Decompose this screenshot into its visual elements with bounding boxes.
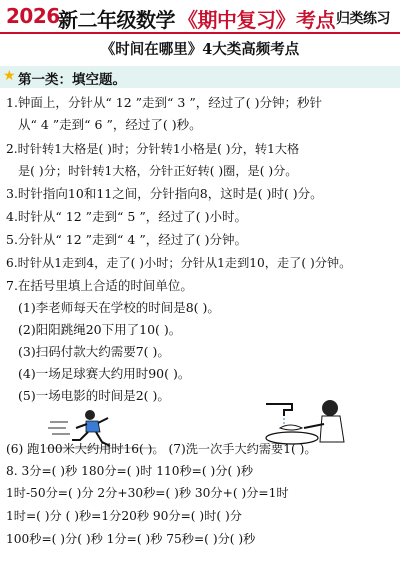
question-line: 1.钟面上，分针从“ 12 ”走到“ 3 ”，经过了( )分钟；秒针 — [6, 95, 322, 110]
sub-question: (2)阳阳跳绳20下用了10( )。 — [18, 322, 182, 337]
question-line: 从“ 4 ”走到“ 6 ”，经过了( )秒。 — [18, 117, 202, 132]
sub-question: (5)一场电影的时间是2( )。 — [18, 388, 170, 403]
question-line: 5.分针从“ 12 ”走到“ 4 ”，经过了( )分钟。 — [6, 232, 247, 247]
title-highlight: 《期中复习》 — [178, 8, 295, 32]
title-part3: 归类练习 — [336, 11, 390, 27]
title-part1: 新二年级数学 — [58, 8, 175, 32]
sub-question: (4)一场足球赛大约用时90( )。 — [18, 366, 191, 381]
question-line: 是( )分；时针转1大格，分针正好转( )圈，是( )分。 — [18, 164, 298, 178]
section-title: 第一类：填空题。 — [18, 72, 126, 88]
conversion-line: 8. 3分=( )秒 180分=( )时 110秒=( )分( )秒 — [6, 464, 254, 478]
page-title — [0, 4, 400, 34]
question-line: 7.在括号里填上合适的时间单位。 — [6, 278, 193, 293]
title-part2: 考点 — [296, 8, 335, 32]
question-line: 6.时针从1走到4，走了( )小时；分针从1走到10，走了( )分钟。 — [6, 256, 352, 270]
sub-question: (3)扫码付款大约需要7( )。 — [18, 344, 170, 359]
sub-question: (1)李老师每天在学校的时间是8( )。 — [18, 300, 220, 315]
subtitle: 《时间在哪里》4大类高频考点 — [100, 41, 300, 58]
conversion-line: 1时=( )分 ( )秒=1分20秒 90分=( )时( )分 — [6, 509, 242, 523]
title-year: 2026 — [6, 4, 60, 28]
sub-question: (6) 跑100米大约用时16( )。 (7)洗一次手大约需要1( )。 — [6, 442, 317, 456]
conversion-line: 100秒=( )分( )秒 1分=( )秒 75秒=( )分( )秒 — [6, 532, 256, 546]
star-icon: ★ — [3, 68, 16, 84]
conversion-line: 1时-50分=( )分 2分+30秒=( )秒 30分+( )分=1时 — [6, 486, 289, 500]
question-line: 4.时针从“ 12 ”走到“ 5 ”，经过了( )小时。 — [6, 209, 247, 224]
question-line: 2.时针转1大格是( )时；分针转1小格是( )分，转1大格 — [6, 142, 300, 156]
question-line: 3.时针指向10和11之间，分针指向8，这时是( )时( )分。 — [6, 186, 323, 201]
